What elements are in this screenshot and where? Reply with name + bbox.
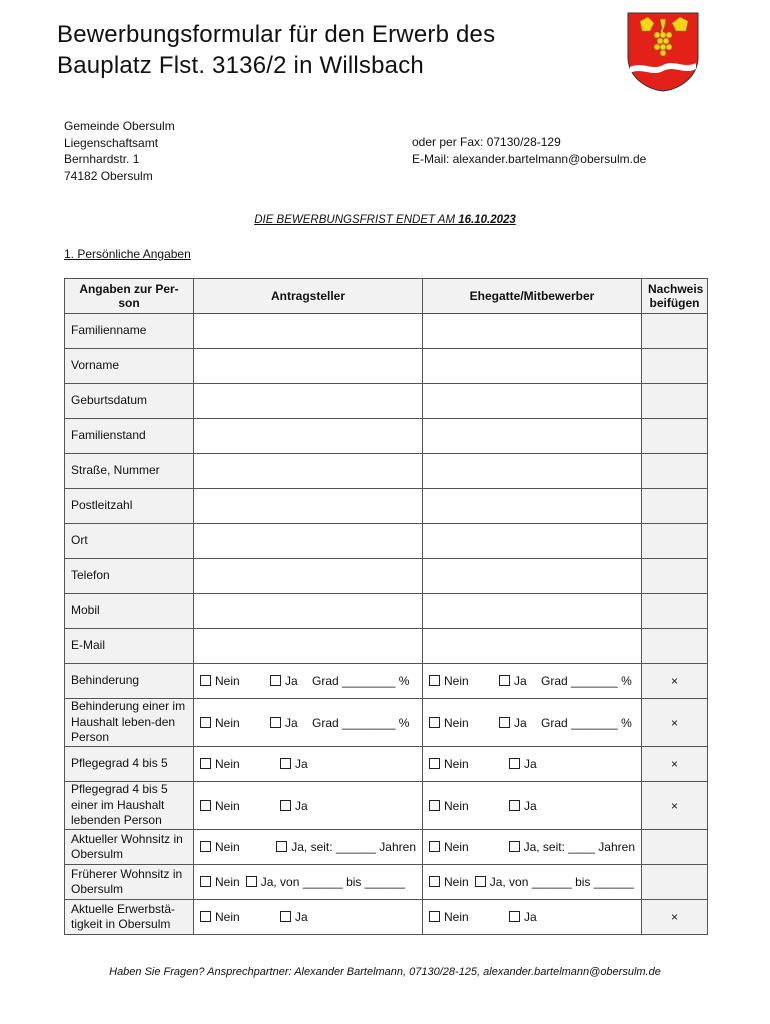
applicant-options — [194, 830, 423, 865]
table-header-row — [65, 279, 708, 314]
applicant-options — [194, 664, 423, 699]
title-line-1: Bewerbungsformular für den Erwerb des — [57, 21, 496, 48]
spouse-input-cell[interactable] — [423, 559, 642, 594]
checkbox-ja-von-bis[interactable]: Ja, von ______ bis ______ — [246, 875, 405, 889]
spouse-options — [423, 747, 642, 782]
table-row — [65, 524, 708, 559]
proof-mark: × — [642, 900, 708, 935]
applicant-input-cell[interactable] — [194, 524, 423, 559]
spouse-input-cell[interactable] — [423, 629, 642, 664]
header-proof: Nachweis beifügen — [642, 279, 708, 314]
proof-mark: × — [642, 782, 708, 830]
applicant-options — [194, 747, 423, 782]
spouse-input-cell[interactable] — [423, 524, 642, 559]
table-row — [65, 454, 708, 489]
spouse-input-cell[interactable] — [423, 314, 642, 349]
applicant-input-cell[interactable] — [194, 314, 423, 349]
proof-cell — [642, 419, 708, 454]
applicant-input-cell[interactable] — [194, 419, 423, 454]
proof-cell — [642, 349, 708, 384]
row-label: Telefon — [65, 559, 194, 594]
row-label: Behinderung — [65, 664, 194, 699]
grad-field[interactable]: Grad ________ % — [312, 715, 410, 730]
applicant-options — [194, 900, 423, 935]
row-label: Pflegegrad 4 bis 5 einer im Haushalt lebenden Person — [65, 782, 194, 830]
applicant-options — [194, 782, 423, 830]
spouse-input-cell[interactable] — [423, 594, 642, 629]
proof-cell — [642, 594, 708, 629]
row-label: Straße, Nummer — [65, 454, 194, 489]
spouse-options — [423, 830, 642, 865]
grad-field[interactable]: Grad _______ % — [541, 715, 632, 730]
checkbox-ja[interactable]: Ja — [270, 674, 312, 688]
deadline-text: DIE BEWERBUNGSFRIST ENDET AM — [254, 214, 459, 226]
checkbox-nein[interactable]: Nein — [200, 674, 262, 688]
proof-cell — [642, 454, 708, 489]
checkbox-nein[interactable]: Nein — [429, 799, 495, 813]
page-title — [57, 19, 495, 81]
table-row — [65, 664, 708, 699]
spouse-options — [423, 782, 642, 830]
grad-field[interactable]: Grad _______ % — [541, 674, 632, 688]
table-row — [65, 559, 708, 594]
checkbox-ja[interactable]: Ja — [280, 910, 308, 924]
personal-data-table — [64, 278, 708, 935]
checkbox-ja[interactable]: Ja — [499, 716, 541, 730]
checkbox-nein[interactable]: Nein — [429, 757, 495, 771]
row-label: Familienstand — [65, 419, 194, 454]
table-row — [65, 349, 708, 384]
table-row — [65, 830, 708, 865]
proof-mark — [642, 865, 708, 900]
table-row — [65, 314, 708, 349]
checkbox-ja[interactable]: Ja — [280, 757, 308, 771]
row-label: Vorname — [65, 349, 194, 384]
row-label: Geburtsdatum — [65, 384, 194, 419]
checkbox-nein[interactable]: Nein — [200, 799, 266, 813]
checkbox-nein[interactable]: Nein — [200, 910, 266, 924]
address-line: Gemeinde Obersulm — [64, 119, 175, 133]
row-label: Postleitzahl — [65, 489, 194, 524]
proof-mark — [642, 830, 708, 865]
deadline-notice — [0, 214, 770, 226]
applicant-input-cell[interactable] — [194, 629, 423, 664]
checkbox-ja[interactable]: Ja — [499, 674, 541, 688]
contact-block — [412, 134, 646, 167]
applicant-input-cell[interactable] — [194, 489, 423, 524]
spouse-input-cell[interactable] — [423, 454, 642, 489]
checkbox-ja-seit[interactable]: Ja, seit: ____ Jahren — [509, 840, 635, 854]
proof-cell — [642, 489, 708, 524]
applicant-input-cell[interactable] — [194, 454, 423, 489]
title-line-2: Bauplatz Flst. 3136/2 in Willsbach — [57, 52, 424, 79]
header-spouse: Ehegatte/Mitbewerber — [423, 279, 642, 314]
row-label: Aktuelle Erwerbstä-tigkeit in Obersulm — [65, 900, 194, 935]
spouse-options — [423, 865, 642, 900]
spouse-input-cell[interactable] — [423, 489, 642, 524]
checkbox-nein[interactable]: Nein — [200, 840, 262, 854]
checkbox-nein[interactable]: Nein — [429, 674, 491, 688]
row-label: Früherer Wohnsitz in Obersulm — [65, 865, 194, 900]
checkbox-ja[interactable]: Ja — [509, 910, 537, 924]
table-row — [65, 594, 708, 629]
proof-mark: × — [642, 699, 708, 747]
table-row — [65, 865, 708, 900]
proof-cell — [642, 629, 708, 664]
checkbox-nein[interactable]: Nein — [200, 716, 262, 730]
checkbox-ja-von-bis[interactable]: Ja, von ______ bis ______ — [475, 875, 634, 889]
table-row — [65, 900, 708, 935]
applicant-input-cell[interactable] — [194, 594, 423, 629]
table-row — [65, 782, 708, 830]
header-person: Angaben zur Per-son — [65, 279, 194, 314]
checkbox-ja[interactable]: Ja — [270, 716, 312, 730]
sender-address — [64, 118, 175, 184]
row-label: Familienname — [65, 314, 194, 349]
checkbox-nein[interactable]: Nein — [200, 757, 266, 771]
proof-cell — [642, 524, 708, 559]
applicant-options — [194, 699, 423, 747]
row-label: Aktueller Wohnsitz in Obersulm — [65, 830, 194, 865]
spouse-input-cell[interactable] — [423, 349, 642, 384]
checkbox-nein[interactable]: Nein — [200, 875, 240, 889]
spouse-options — [423, 900, 642, 935]
spouse-options — [423, 664, 642, 699]
checkbox-ja[interactable]: Ja — [509, 757, 537, 771]
spouse-input-cell[interactable] — [423, 384, 642, 419]
table-row — [65, 629, 708, 664]
spouse-options — [423, 699, 642, 747]
applicant-options — [194, 865, 423, 900]
applicant-input-cell[interactable] — [194, 349, 423, 384]
applicant-input-cell[interactable] — [194, 384, 423, 419]
address-line: 74182 Obersulm — [64, 168, 153, 183]
proof-cell — [642, 384, 708, 419]
deadline-date: 16.10.2023 — [458, 214, 516, 226]
checkbox-nein[interactable]: Nein — [429, 875, 469, 889]
checkbox-ja[interactable]: Ja — [509, 799, 537, 813]
applicant-input-cell[interactable] — [194, 559, 423, 594]
row-label: Ort — [65, 524, 194, 559]
spouse-input-cell[interactable] — [423, 419, 642, 454]
email-line: E-Mail: alexander.bartelmann@obersulm.de — [412, 151, 647, 166]
checkbox-nein[interactable]: Nein — [429, 840, 495, 854]
fax-line: oder per Fax: 07130/28-129 — [412, 135, 561, 149]
checkbox-nein[interactable]: Nein — [429, 910, 495, 924]
row-label: Mobil — [65, 594, 194, 629]
checkbox-nein[interactable]: Nein — [429, 716, 491, 730]
proof-cell — [642, 559, 708, 594]
grad-field[interactable]: Grad ________ % — [312, 674, 410, 688]
coat-of-arms-icon — [626, 11, 700, 93]
table-row — [65, 747, 708, 782]
proof-mark: × — [642, 664, 708, 699]
header-applicant: Antragsteller — [194, 279, 423, 314]
footer-contact: Haben Sie Fragen? Ansprechpartner: Alexander Bartelmann, 07130/28-125, alexander.bartelmann@obersulm.de — [109, 966, 661, 978]
address-line: Bernhardstr. 1 — [64, 152, 140, 166]
row-label: E-Mail — [65, 629, 194, 664]
checkbox-ja-seit[interactable]: Ja, seit: ______ Jahren — [276, 840, 416, 854]
table-row — [65, 489, 708, 524]
table-row — [65, 419, 708, 454]
row-label: Behinderung einer im Haushalt leben-den Person — [65, 699, 194, 747]
proof-cell — [642, 314, 708, 349]
proof-mark: × — [642, 747, 708, 782]
checkbox-ja[interactable]: Ja — [280, 799, 308, 813]
section-title: 1. Persönliche Angaben — [64, 247, 191, 261]
row-label: Pflegegrad 4 bis 5 — [65, 747, 194, 782]
table-row — [65, 699, 708, 747]
table-row — [65, 384, 708, 419]
address-line: Liegenschaftsamt — [64, 135, 159, 150]
